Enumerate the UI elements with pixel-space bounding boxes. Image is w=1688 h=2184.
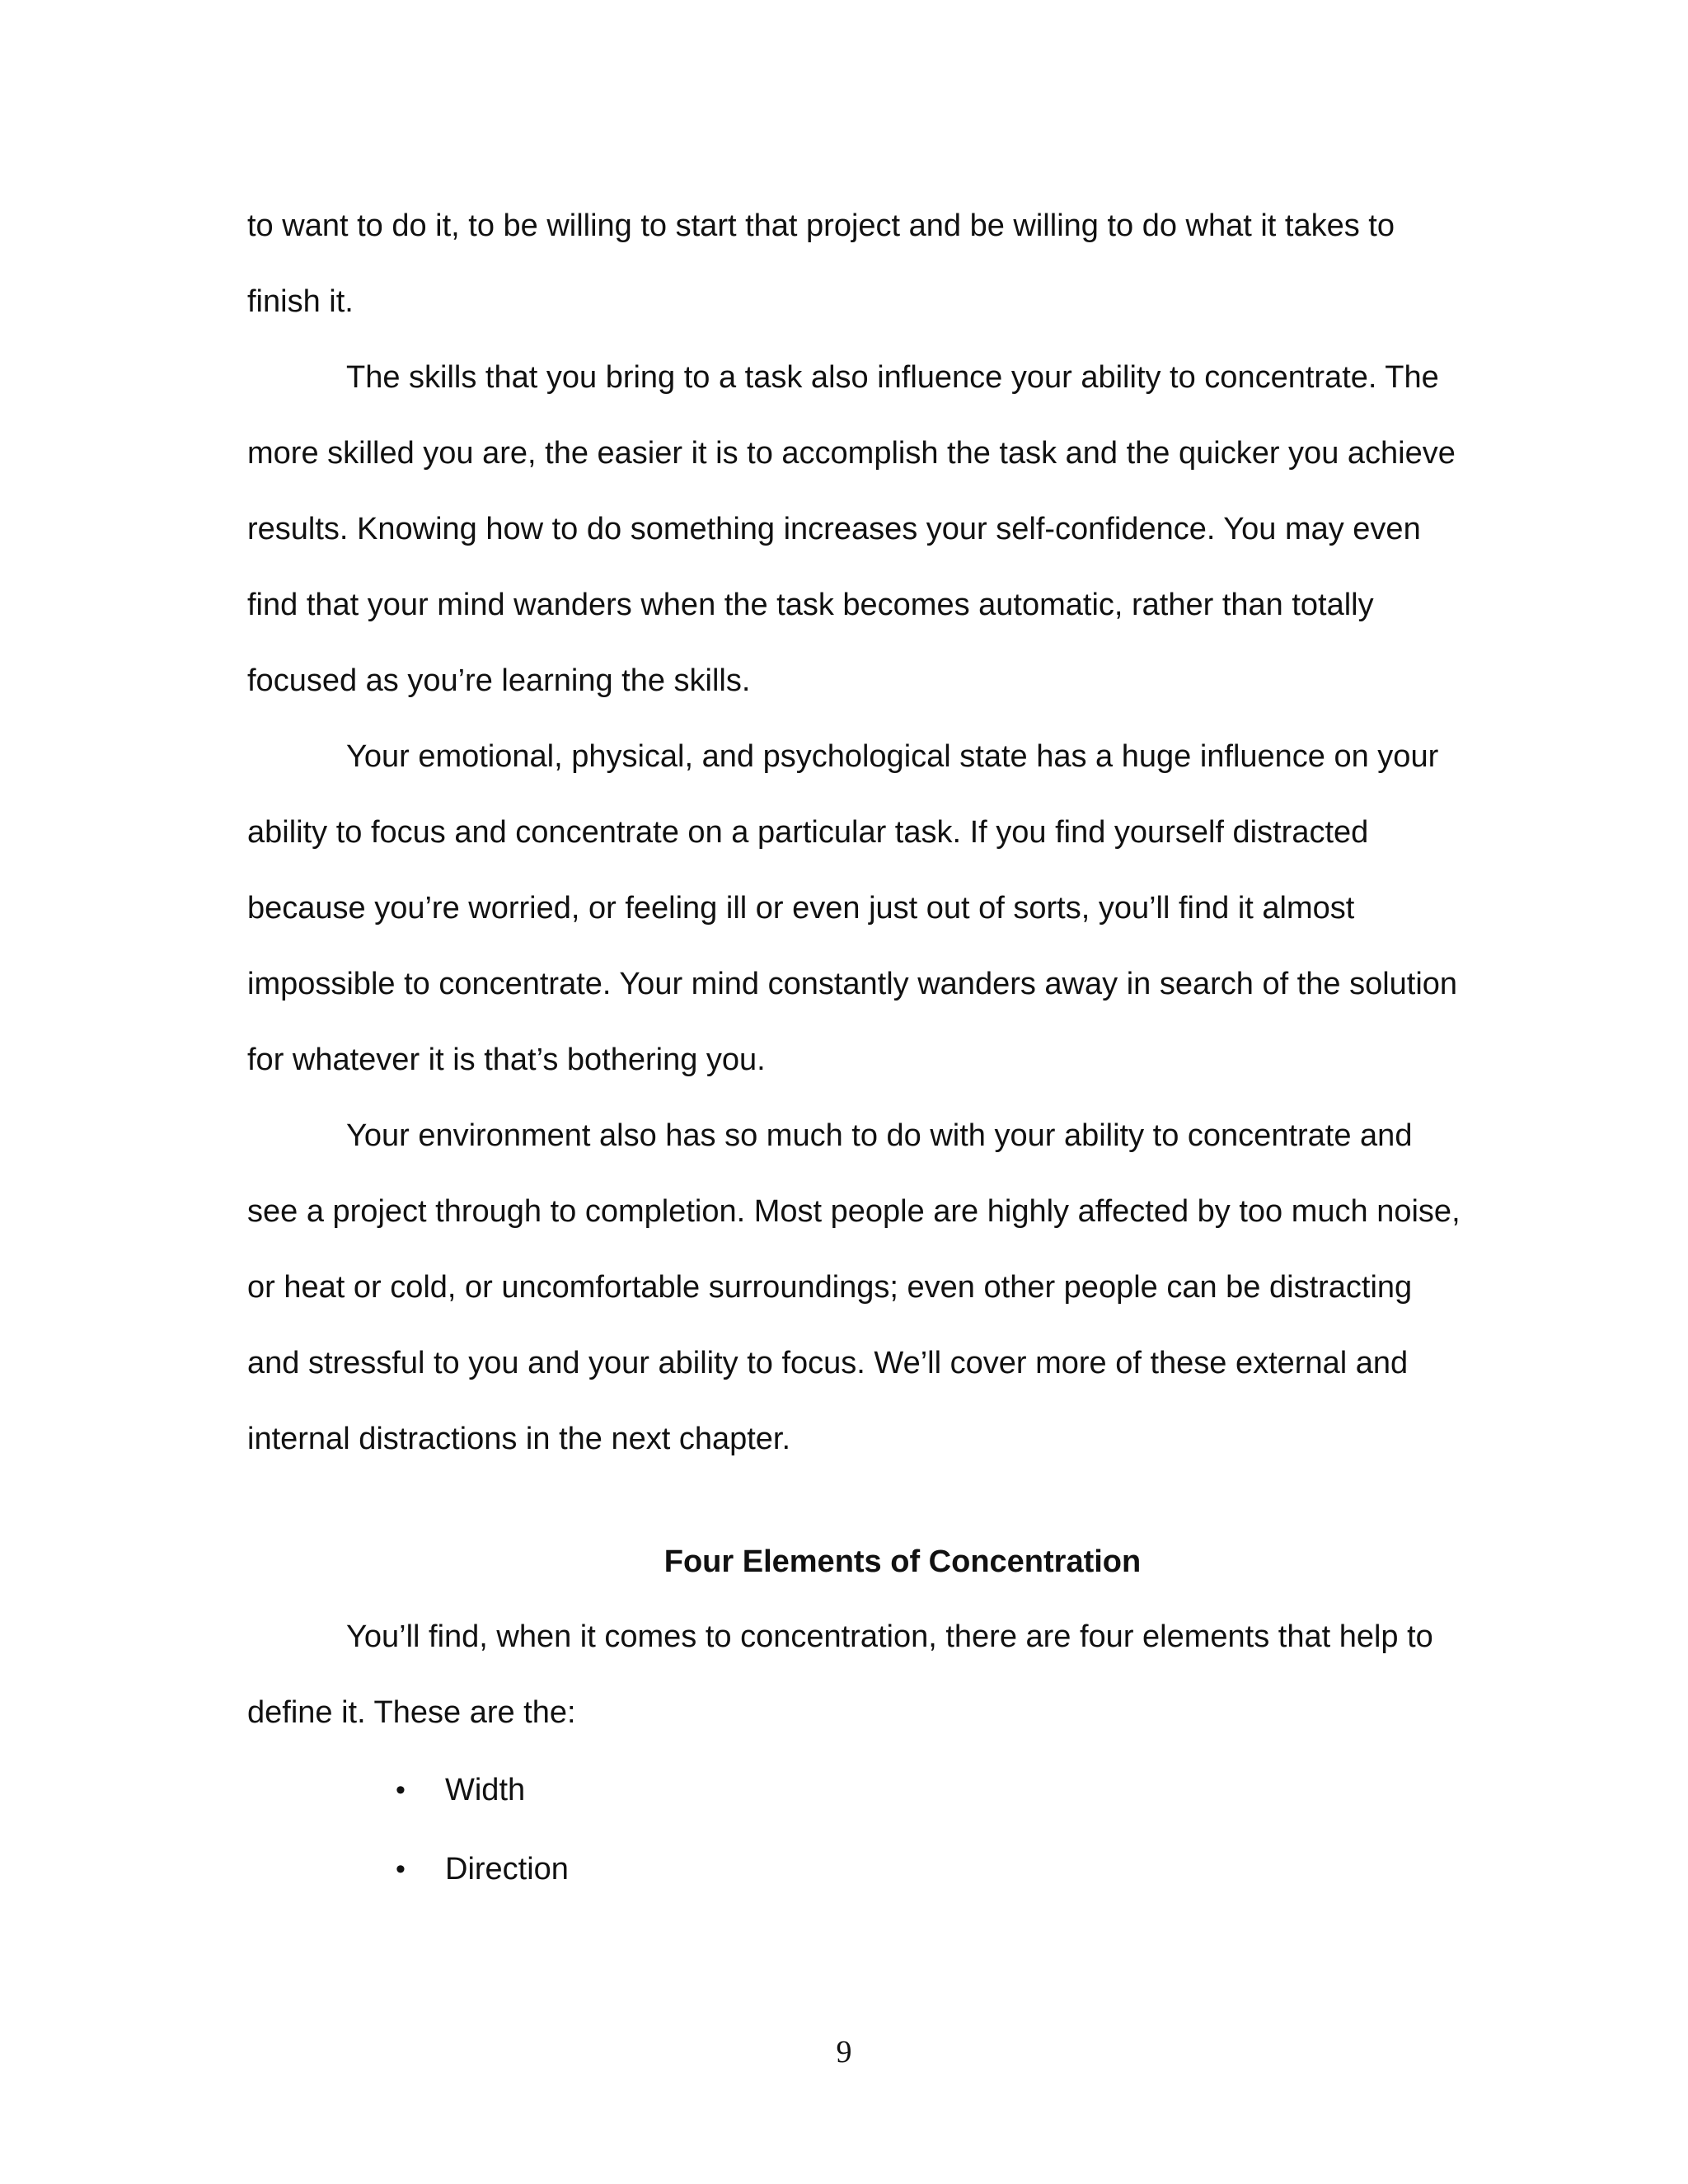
- list-item-label: Direction: [445, 1852, 569, 1886]
- bullet-icon: •: [396, 1854, 406, 1885]
- bullet-icon: •: [396, 1774, 406, 1806]
- bullet-list: [247, 1750, 1467, 1909]
- section-intro: You’ll find, when it comes to concentration, there are four elements that help to define it. These are the:: [247, 1619, 1433, 1730]
- paragraph-1: to want to do it, to be willing to start that project and be willing to do what it takes to finish it.: [247, 209, 1395, 319]
- list-item: [396, 1830, 1467, 1909]
- list-item: [396, 1750, 1467, 1830]
- body-text: [247, 188, 1467, 1909]
- section-heading: Four Elements of Concentration: [663, 1544, 1142, 1579]
- paragraph-3: Your emotional, physical, and psychological state has a huge influence on your ability to focus and concentrate on a particular task. If you find yourself distracted because you’re worried, or feeling ill or even just out of sorts, you’ll find it almost impossible to concentrate. Your mind constantly wanders away in search of the solution for whatever it is that’s bothering you.: [247, 739, 1458, 1077]
- page-number: 9: [836, 2035, 852, 2069]
- paragraph-4: Your environment also has so much to do with your ability to concentrate and see a project through to completion. Most people are highly affected by too much noise, or heat or cold, or uncomfortable surroundings; even other people can be distracting and stressful to you and your ability to focus. We’ll cover more of these external and internal distractions in the next chapter.: [247, 1118, 1461, 1456]
- paragraph-2: The skills that you bring to a task also influence your ability to concentrate. The more skilled you are, the easier it is to accomplish the task and the quicker you achieve results. Knowing how to do something increases your self-confidence. You may even find that your mind wanders when the task becomes automatic, rather than totally focused as you’re learning the skills.: [247, 360, 1456, 698]
- list-item-label: Width: [445, 1773, 526, 1807]
